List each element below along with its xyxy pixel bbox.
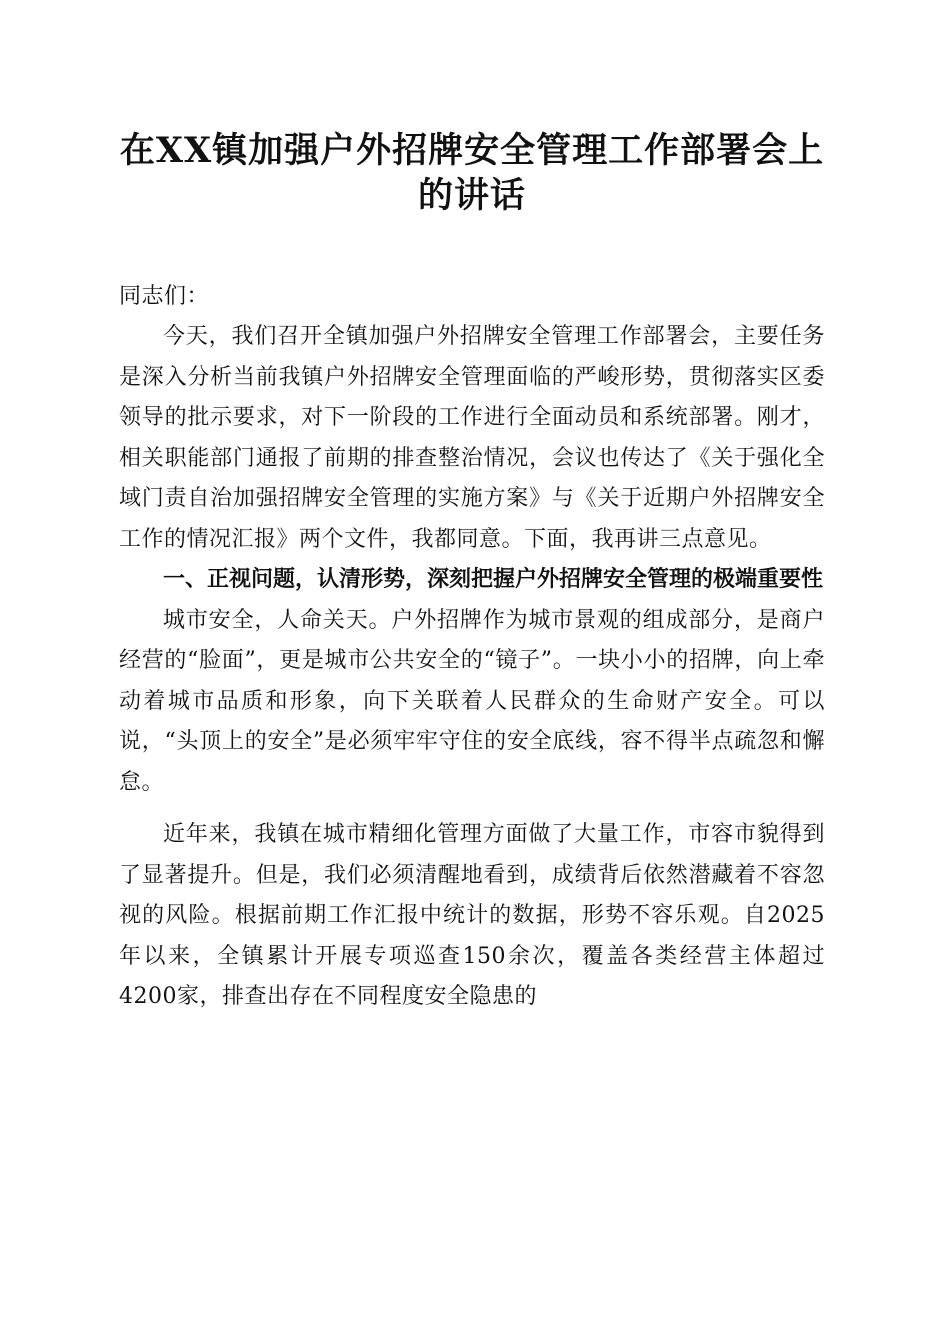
section-heading-1: 一、正视问题，认清形势，深刻把握户外招牌安全管理的极端重要性 (163, 567, 824, 592)
document-title: 在XX镇加强户外招牌安全管理工作部署会上的讲话 (119, 130, 825, 216)
salutation: 同志们： (119, 284, 210, 309)
paragraph-city-safety: 城市安全，人命关天。户外招牌作为城市景观的组成部分，是商户经营的“脸面”，更是城市公共安全的“镜子”。一块小小的招牌，向上牵动着城市品质和形象，向下关联着人民群众的生命财产安全。可以说，“头顶上的安全”是必须牢牢守住的安全底线，容不得半点疏忽和懈怠。 (119, 607, 825, 795)
paragraph-situation: 近年来，我镇在城市精细化管理方面做了大量工作，市容市貌得到了显著提升。但是，我们必须清醒地看到，成绩背后依然潜藏着不容忽视的风险。根据前期工作汇报中统计的数据，形势不容乐观。自2025年以来，全镇累计开展专项巡查150余次，覆盖各类经营主体超过4200家，排查出存在不同程度安全隐患的 (119, 822, 825, 1009)
document-body (119, 128, 825, 1018)
paragraph-opening: 今天，我们召开全镇加强户外招牌安全管理工作部署会，主要任务是深入分析当前我镇户外招牌安全管理面临的严峻形势，贯彻落实区委领导的批示要求，对下一阶段的工作进行全面动员和系统部署。刚才，相关职能部门通报了前期的排查整治情况，会议也传达了《关于强化全域门责自治加强招牌安全管理的实施方案》与《关于近期户外招牌安全工作的情况汇报》两个文件，我都同意。下面，我再讲三点意见。 (119, 324, 825, 552)
